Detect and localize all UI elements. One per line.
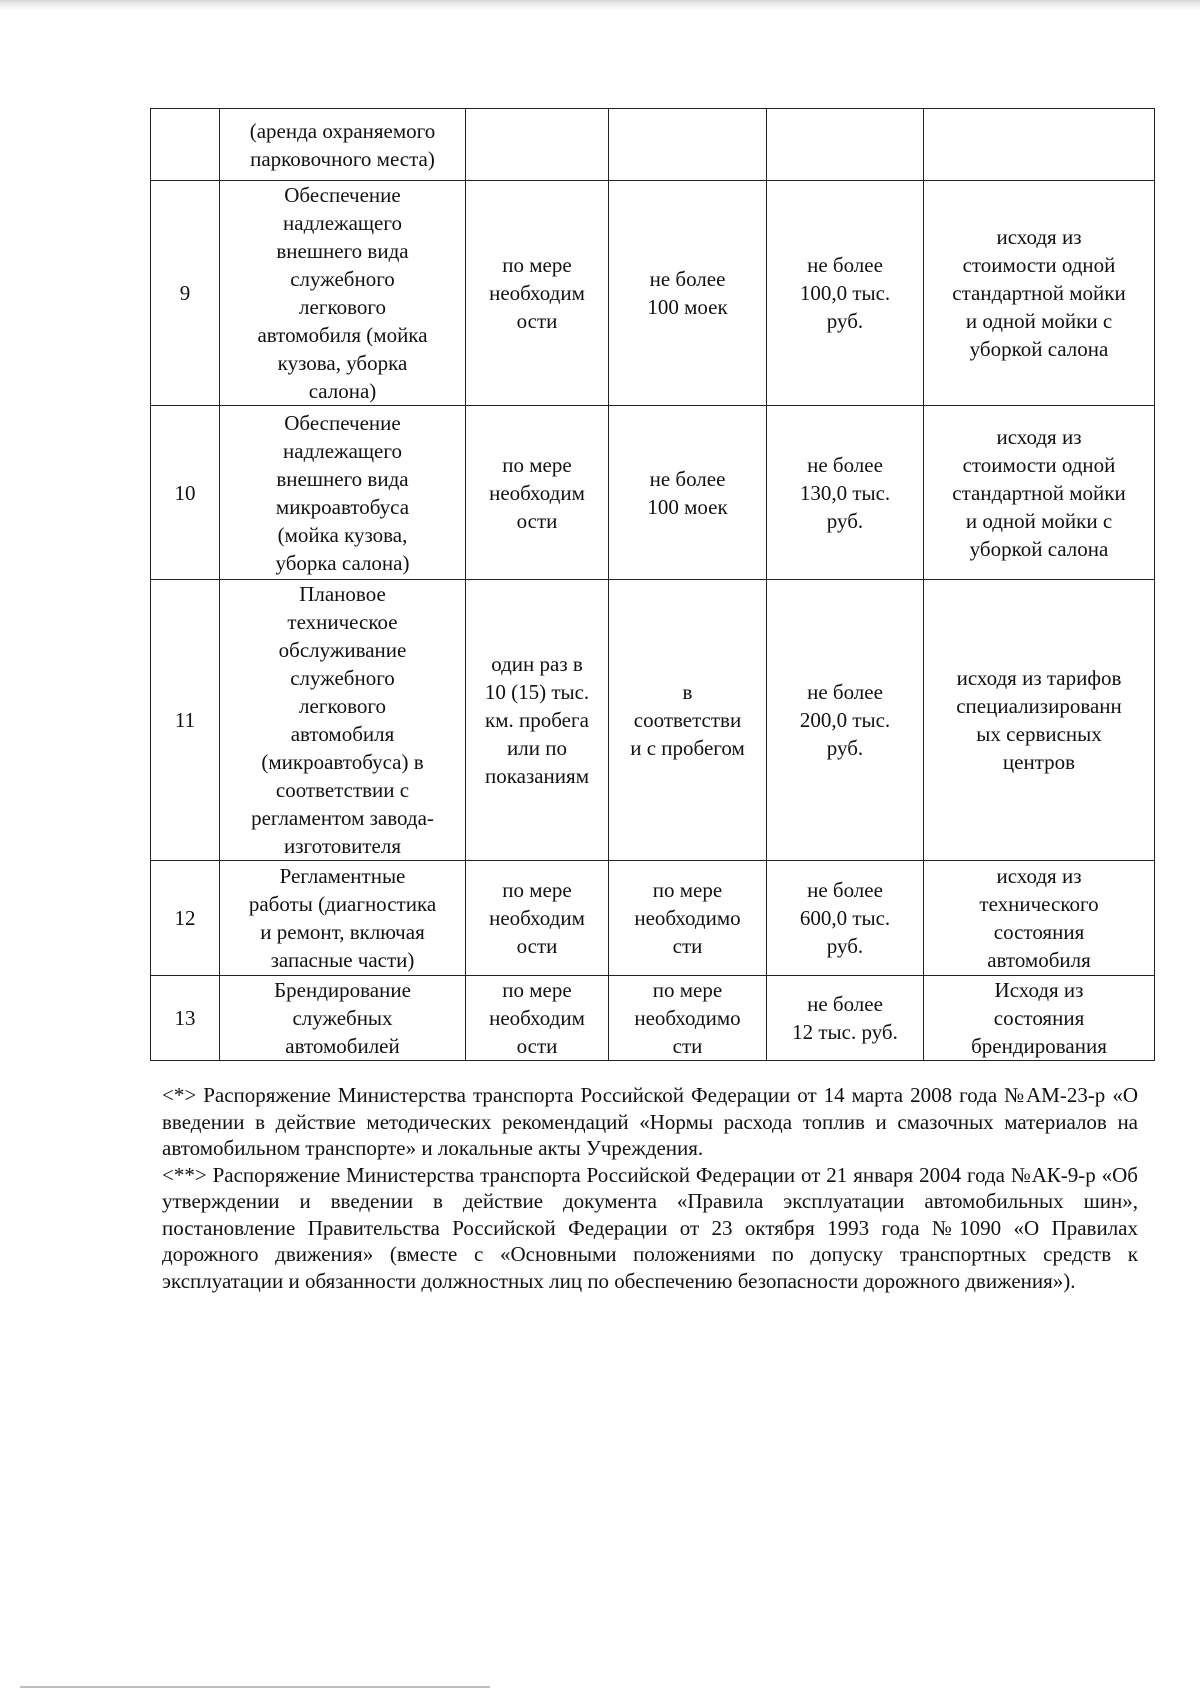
quantity-cell: не более 100 моек — [609, 406, 767, 580]
table-row — [151, 109, 1155, 181]
period-cell: один раз в 10 (15) тыс. км. пробега или по показаниям — [466, 580, 609, 861]
footnotes — [162, 1082, 1138, 1294]
price-cell: не более 100,0 тыс. руб. — [767, 181, 924, 406]
basis-cell: исходя из стоимости одной стандартной мойки и одной мойки с уборкой салона — [924, 181, 1155, 406]
period-cell: по мере необходим ости — [466, 181, 609, 406]
basis-cell: исходя из технического состояния автомобиля — [924, 861, 1155, 976]
row-number-cell: 11 — [151, 580, 220, 861]
table-row — [151, 861, 1155, 976]
expense-norms-table — [150, 108, 1155, 1061]
quantity-cell: в соответстви и с пробегом — [609, 580, 767, 861]
table-row — [151, 406, 1155, 580]
table-row — [151, 181, 1155, 406]
basis-cell: исходя из стоимости одной стандартной мойки и одной мойки с уборкой салона — [924, 406, 1155, 580]
period-cell: по мере необходим ости — [466, 976, 609, 1061]
quantity-cell: по мере необходимо сти — [609, 976, 767, 1061]
period-cell — [466, 109, 609, 181]
scan-edge-top — [0, 0, 1200, 10]
price-cell: не более 600,0 тыс. руб. — [767, 861, 924, 976]
service-name-cell: (аренда охраняемого парковочного места) — [220, 109, 466, 181]
service-name-cell: Обеспечение надлежащего внешнего вида служебного легкового автомобиля (мойка кузова, уборка салона) — [220, 181, 466, 406]
footnote-2: <**> Распоряжение Министерства транспорта Российской Федерации от 21 января 2004 года №АК-9-р «Об утверждении и введении в действие документа «Правила эксплуатации автомобильных шин», постановление Правительства Российской Федерации от 23 октября 1993 года №1090 «О Правилах дорожного движения» (вместе с «Основными положениями по допуску транспортных средств к эксплуатации и обязанности должностных лиц по обеспечению безопасности дорожного движения»). — [162, 1162, 1138, 1293]
service-name-cell: Регламентные работы (диагностика и ремонт, включая запасные части) — [220, 861, 466, 976]
service-name-cell: Обеспечение надлежащего внешнего вида микроавтобуса (мойка кузова, уборка салона) — [220, 406, 466, 580]
row-number-cell: 12 — [151, 861, 220, 976]
table-row — [151, 976, 1155, 1061]
quantity-cell — [609, 109, 767, 181]
price-cell: не более 130,0 тыс. руб. — [767, 406, 924, 580]
basis-cell: исходя из тарифов специализированн ых сервисных центров — [924, 580, 1155, 861]
row-number-cell: 10 — [151, 406, 220, 580]
quantity-cell: не более 100 моек — [609, 181, 767, 406]
row-number-cell — [151, 109, 220, 181]
period-cell: по мере необходим ости — [466, 861, 609, 976]
table-row — [151, 580, 1155, 861]
basis-cell — [924, 109, 1155, 181]
row-number-cell: 13 — [151, 976, 220, 1061]
service-name-cell: Плановое техническое обслуживание служебного легкового автомобиля (микроавтобуса) в соответствии с регламентом завода- изготовителя — [220, 580, 466, 861]
row-number-cell: 9 — [151, 181, 220, 406]
basis-cell: Исходя из состояния брендирования — [924, 976, 1155, 1061]
quantity-cell: по мере необходимо сти — [609, 861, 767, 976]
price-cell: не более 12 тыс. руб. — [767, 976, 924, 1061]
price-cell: не более 200,0 тыс. руб. — [767, 580, 924, 861]
period-cell: по мере необходим ости — [466, 406, 609, 580]
service-name-cell: Брендирование служебных автомобилей — [220, 976, 466, 1061]
price-cell — [767, 109, 924, 181]
scan-edge-bottom — [20, 1686, 490, 1688]
footnote-1: <*> Распоряжение Министерства транспорта Российской Федерации от 14 марта 2008 года №АМ-23-р «О введении в действие методических рекомендаций «Нормы расхода топлив и смазочных материалов на автомобильном транспорте» и локальные акты Учреждения. — [162, 1083, 1138, 1160]
